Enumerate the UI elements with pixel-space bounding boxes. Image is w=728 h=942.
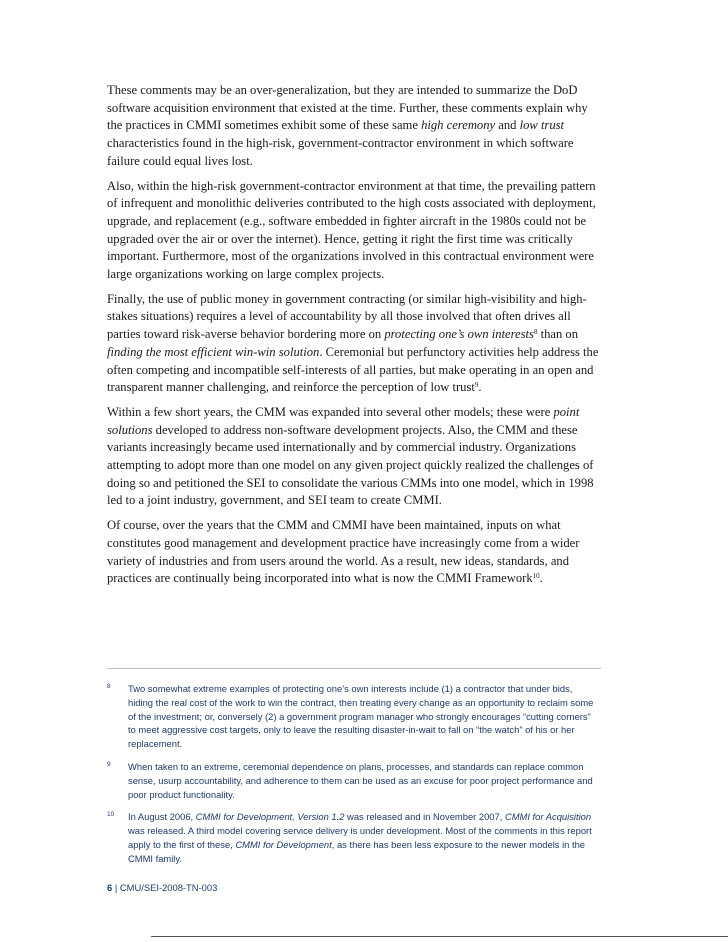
body-paragraph [107,291,604,397]
footnote [107,682,597,751]
text-run: . Ceremonial but perfunctory activities help address the often competing and incompatible self-interests of all parties, but make operating in an open and transparent manner challenging, and reinforce the perception of low trust [107,344,599,395]
footnote [107,760,597,801]
page-footer [107,882,217,893]
text-run: In August 2006, [128,811,196,823]
italic-phrase: point solutions [107,404,580,437]
text-run: These comments may be an over-generalization, but they are intended to summarize the DoD software acquisition environment that existed at the time. Further, these comments explain why the practices in CMMI sometimes exhibit some of these same [107,83,588,133]
text-run: Within a few short years, the CMM was expanded into several other models; these were [107,404,554,419]
footnote-text [128,761,593,800]
italic-phrase: CMMI for Development [235,838,332,850]
bottom-rule [151,936,728,937]
body-paragraph [107,404,604,510]
text-run: developed to address non-software development projects. Also, the CMM and these variants increasingly became used internationally and by commercial industry. Organizations attempting to adopt more than one model on any given project quickly realized the challenges of doing so and petitioned the SEI to consolidate the various CMMs into one model, which in 1998 led to a joint industry, government, and SEI team to create CMMI. [107,422,594,508]
text-run: . [478,380,482,395]
footnote-text [128,683,593,749]
body-paragraph [107,517,604,588]
footnotes [107,682,597,875]
text-run: . [539,571,543,586]
body-paragraph [107,82,604,171]
footnote-ref: 9 [474,381,479,390]
text-run: characteristics found in the high-risk, government-contractor environment in which software failure could equal lives lost. [107,136,574,168]
footnote-divider [107,668,601,669]
text-run: was released and in November 2007, [344,811,505,823]
italic-phrase: high ceremony [421,118,496,133]
text-run: Finally, the use of public money in government contracting (or similar high-visibility and high-stakes situations) requires a level of accountability by all those involved that often drives all parties toward risk-averse behavior bordering more on [107,291,587,342]
italic-phrase: CMMI for Acquisition [504,811,592,823]
body-text [107,82,604,595]
text-run: and [495,118,520,133]
footnote-text [128,811,592,863]
document-id: CMU/SEI-2008-TN-003 [119,882,218,893]
italic-phrase: protecting one’s own interests [384,327,534,342]
text-run: was released. A third model covering service delivery is under development. Most of the comments in this report apply to the first of these, [128,825,592,850]
text-run: Also, within the high-risk government-contractor environment at that time, the prevailing pattern of infrequent and monolithic deliveries contributed to the high costs associated with deployment, upgrade, and replacement (e.g., software embedded in fighter aircraft in the 1980s could not be upgraded over the air or over the internet). Hence, getting it right the first time was critically important. Furthermore, most of the organizations involved in this contractual environment were large organizations working on large complex projects. [107,178,596,282]
footnote-ref: 10 [532,572,540,581]
italic-phrase: CMMI for Development, Version 1.2 [195,811,345,823]
text-run: Of course, over the years that the CMM and CMMI have been maintained, inputs on what constitutes good management and development practice have increasingly come from a wider variety of industries and from users around the world. As a result, new ideas, standards, and practices are continually being incorporated into what is now the CMMI Framework [107,518,580,586]
footnote-ref: 8 [533,328,538,337]
text-run: than on [537,327,579,342]
footer-separator: | [112,882,120,893]
footnote-number: 9 [107,760,111,768]
italic-phrase: finding the most efficient win-win solution [107,344,320,359]
italic-phrase: low trust [519,118,565,133]
text-run: , as there has been less exposure to the newer models in the CMMI family. [128,838,586,864]
text-run: When taken to an extreme, ceremonial dependence on plans, processes, and standards can replace common sense, usurp accountability, and adherence to them can be used as an excuse for poor project performance and poor product functionality. [128,760,593,800]
footnote-number: 10 [107,811,115,819]
page-number: 6 [107,882,113,893]
body-paragraph [107,178,604,284]
footnote [107,810,597,865]
text-run: Two somewhat extreme examples of protecting one’s own interests include (1) a contractor that under bids, hiding the real cost of the work to win the contract, then treating every change as an opportunity to reclaim some of the investment; or, conversely (2) a government program manager who strongly encourages “cutting corners” to meet aggressive cost targets, only to leave the resulting disaster-in-wait to fall on “the watch” of his or her replacement. [128,683,594,750]
footnote-number: 8 [107,683,111,690]
